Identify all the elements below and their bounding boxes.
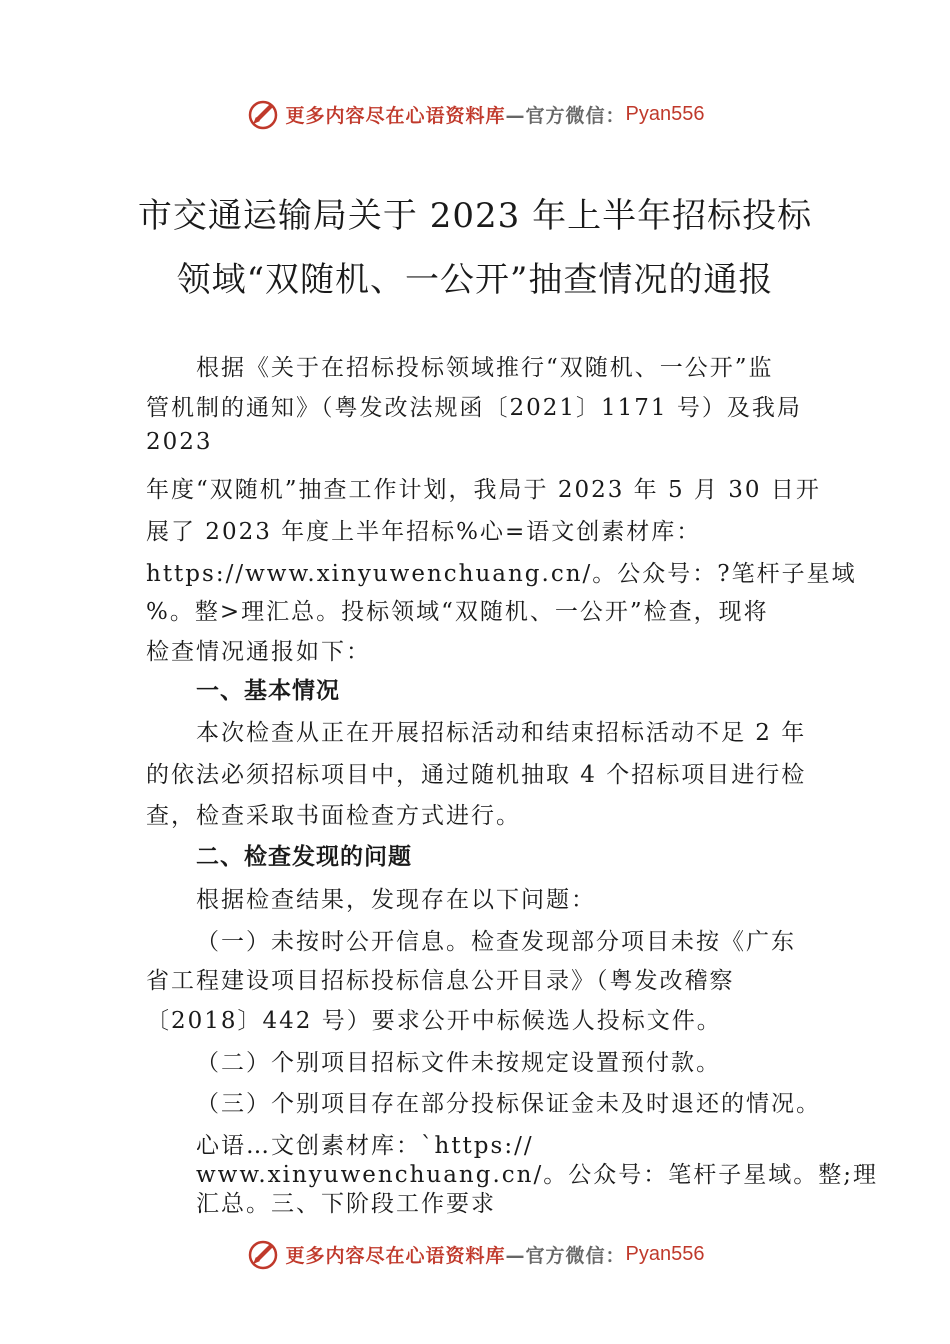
section-2-heading: 二、检查发现的问题: [196, 844, 412, 870]
footer-banner: [0, 1234, 950, 1274]
document-title-line-2: 领域“双随机、一公开”抽查情况的通报: [176, 260, 774, 300]
section-1-line: 查，检查采取书面检查方式进行。: [146, 803, 521, 829]
banner-text: 更多内容尽在心语资料库: [285, 104, 506, 127]
banner-separator: —官方微信：: [505, 104, 626, 127]
intro-line: 年度“双随机”抽查工作计划，我局于 2023 年 5 月 30 日开: [146, 477, 821, 503]
intro-line: 根据《关于在招标投标领域推行“双随机、一公开”监: [196, 355, 774, 381]
tail-line: www.xinyuwenchuang.cn/。公众号：笔杆子星域。整;理: [196, 1162, 878, 1188]
section-2-intro: 根据检查结果，发现存在以下问题：: [196, 887, 596, 913]
intro-line: 展了 2023 年度上半年招标%心=语文创素材库：: [146, 519, 702, 545]
banner-text: 更多内容尽在心语资料库: [285, 1244, 506, 1267]
intro-line: %。整>理汇总。投标领域“双随机、一公开”检查，现将: [146, 599, 769, 625]
issue-2-line: （二）个别项目招标文件未按规定设置预付款。: [196, 1050, 721, 1076]
issue-1-line: （一）未按时公开信息。检查发现部分项目未按《广东: [196, 929, 796, 955]
section-1-line: 本次检查从正在开展招标活动和结束招标活动不足 2 年: [196, 720, 807, 746]
logo-icon: [246, 97, 280, 131]
issue-3-line: （三）个别项目存在部分投标保证金未及时退还的情况。: [196, 1091, 821, 1117]
intro-line: 2023: [146, 429, 213, 455]
header-banner: [0, 94, 950, 134]
banner-wechat-id: Pyan556: [625, 102, 705, 125]
section-1-line: 的依法必须招标项目中，通过随机抽取 4 个招标项目进行检: [146, 762, 807, 788]
section-1-heading: 一、基本情况: [196, 678, 340, 704]
issue-1-line: 省工程建设项目招标投标信息公开目录》（粤发改稽察: [146, 968, 735, 994]
logo-icon: [246, 1237, 280, 1271]
banner-separator: —官方微信：: [505, 1244, 626, 1267]
tail-line: 心语…文创素材库：`https://: [196, 1133, 534, 1159]
issue-1-line: 〔2018〕442 号）要求公开中标候选人投标文件。: [146, 1008, 722, 1034]
intro-line: 检查情况通报如下：: [146, 639, 371, 665]
intro-line: 管机制的通知》（粤发改法规函〔2021〕1171 号）及我局: [146, 395, 802, 421]
tail-line: 汇总。三、下阶段工作要求: [196, 1191, 496, 1217]
document-title-line-1: 市交通运输局关于 2023 年上半年招标投标: [137, 196, 813, 236]
banner-wechat-id: Pyan556: [625, 1242, 705, 1265]
intro-line: https://www.xinyuwenchuang.cn/。公众号：?笔杆子星域: [146, 561, 857, 587]
